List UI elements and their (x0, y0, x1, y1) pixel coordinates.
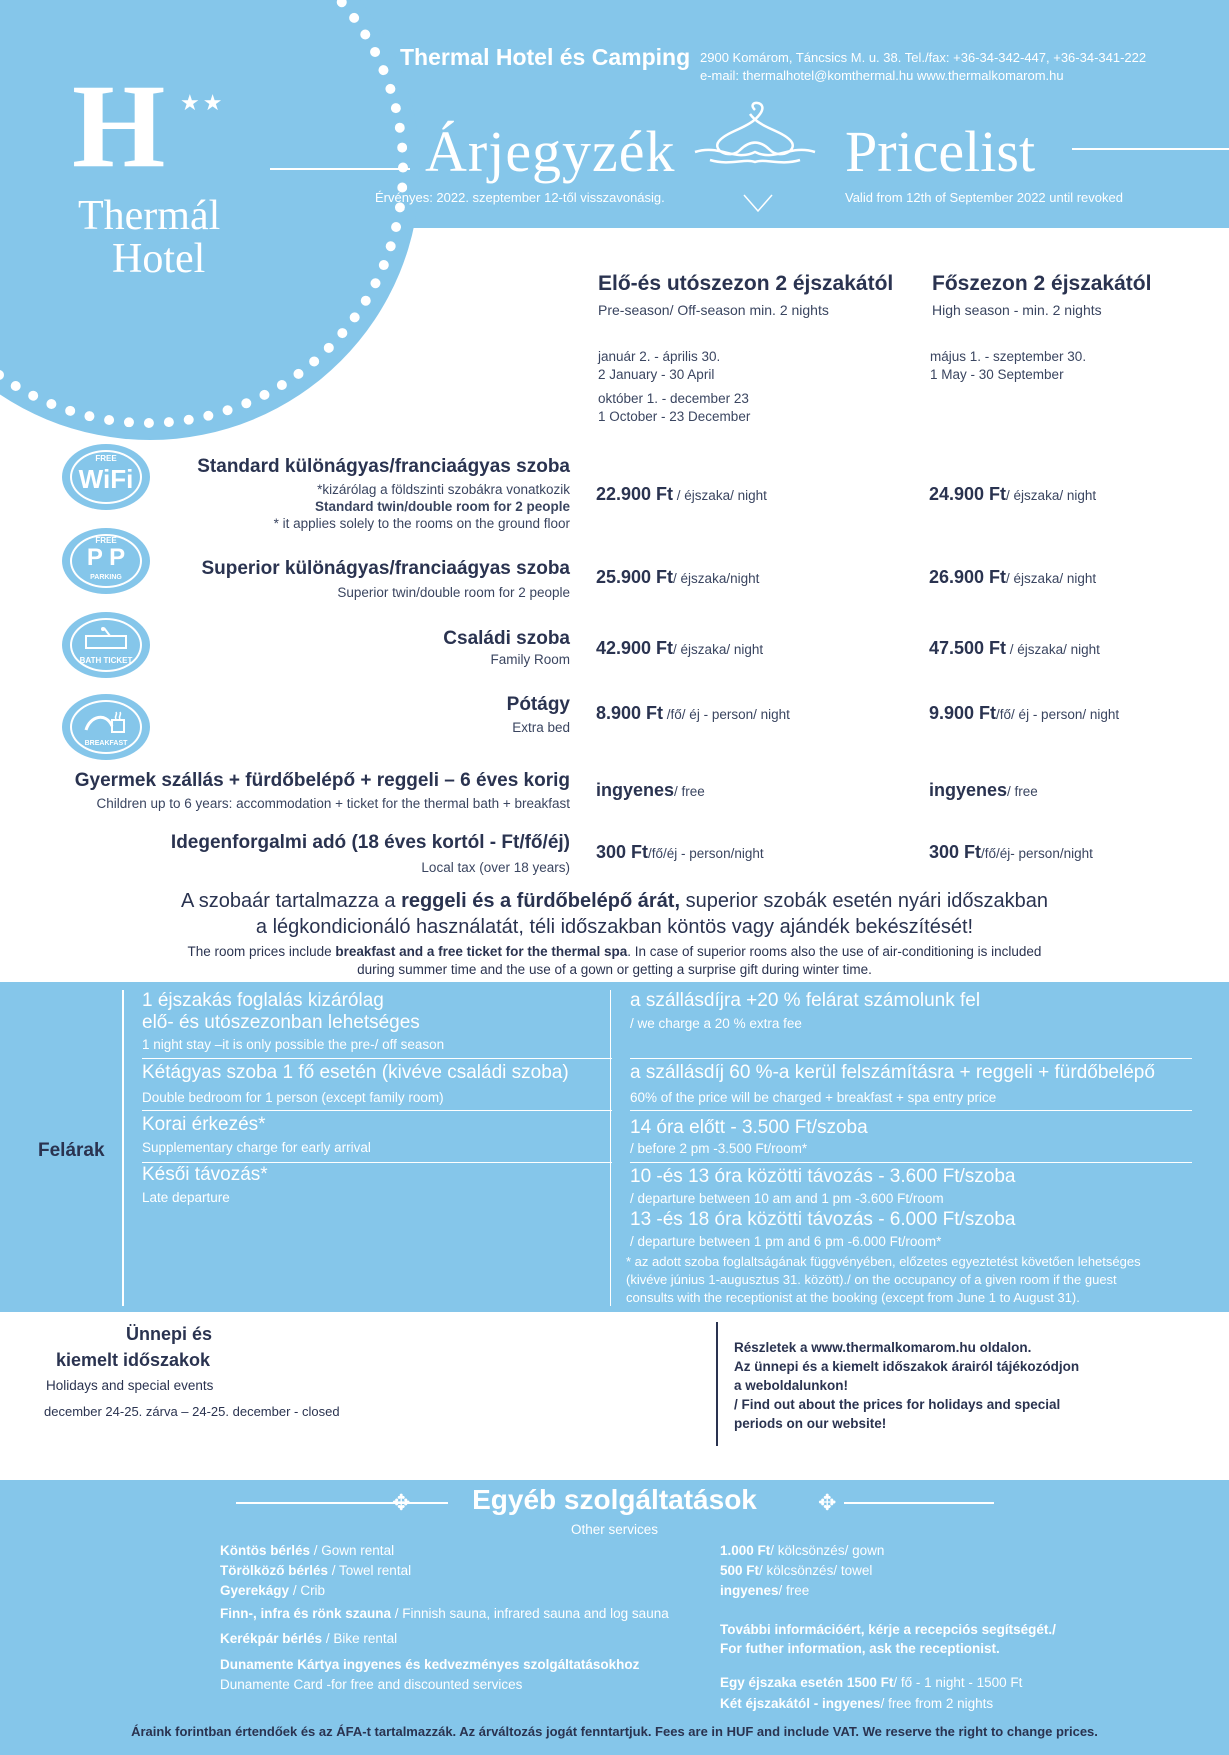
supplements-label: Felárak (38, 1140, 105, 1161)
holidays-title: Ünnepi és (126, 1324, 213, 1344)
title-rule-left (270, 168, 410, 170)
supplements-divider (610, 990, 611, 1306)
room-note: Extra bed (512, 720, 570, 735)
season-low-date: 2 January - 30 April (598, 367, 715, 382)
room-note: Standard twin/double room for 2 people (314, 499, 570, 514)
supp-right: 14 óra előtt - 3.500 Ft/szoba (630, 1117, 868, 1138)
price-low: 42.900 Ft/ éjszaka/ night (596, 638, 764, 658)
supp-right: 60% of the price will be charged + breakfast + spa entry price (630, 1090, 997, 1105)
room-note: Superior twin/double room for 2 people (337, 585, 570, 600)
supp-footnote: (kivéve június 1-augusztus 31. között)./ on the occupancy of a given room if the guest (626, 1272, 1117, 1287)
other-service-info: For futher information, ask the receptionist. (720, 1641, 1000, 1656)
other-service-price: ingyenes/ free (720, 1583, 810, 1598)
price-high: 24.900 Ft/ éjszaka/ night (929, 484, 1097, 504)
room-name: Gyermek szállás + fürdőbelépő + reggeli – 6 éves korig (74, 770, 570, 791)
footer-note: Áraink forintban értendőek és az ÁFA-t tartalmazzák. Az árváltozás jogát fenntartjuk. Fees are in HUF and include VAT. We reserve the right to change prices. (131, 1724, 1098, 1739)
holidays-title: kiemelt időszakok (56, 1350, 211, 1370)
price-high: ingyenes/ free (929, 780, 1038, 800)
holidays-divider (716, 1322, 718, 1446)
chevron-down-icon (742, 192, 774, 214)
price-low: ingyenes/ free (596, 780, 705, 800)
holidays-details: Részletek a www.thermalkomarom.hu oldalon. (734, 1340, 1032, 1355)
logo-stars: ★★ (180, 90, 226, 115)
holidays-details: a weboldalunkon! (734, 1378, 849, 1393)
room-name: Superior különágyas/franciaágyas szoba (201, 558, 570, 579)
supp-rule (142, 1110, 612, 1111)
other-rule-right (844, 1502, 994, 1504)
supp-left: Double bedroom for 1 person (except family room) (142, 1090, 444, 1105)
supp-rule (630, 1110, 1192, 1111)
room-name: Standard különágyas/franciaágyas szoba (197, 456, 570, 477)
supp-right: / departure between 1 pm and 6 pm -6.000 Ft/room* (630, 1234, 942, 1249)
inclusion-en-line1: The room prices include breakfast and a free ticket for the thermal spa. In case of superior rooms also the use of air-conditioning is included (187, 944, 1042, 959)
inclusion-en-line2: during summer time and the use of a gown or getting a surprise gift during winter time. (357, 962, 872, 977)
supp-footnote: * az adott szoba foglaltságának függvényében, előzetes egyeztetést követően lehetséges (626, 1254, 1141, 1269)
supp-footnote: consults with the receptionist at the booking (except from June 1 to August 31). (626, 1290, 1080, 1305)
other-service-price: 1.000 Ft/ kölcsönzés/ gown (720, 1543, 885, 1558)
supp-left: 1 éjszakás foglalás kizárólag (142, 990, 384, 1011)
holidays-closed: december 24-25. zárva – 24-25. december - closed (44, 1404, 340, 1419)
season-low-date: 1 October - 23 December (598, 409, 751, 424)
supp-rule (630, 1162, 1192, 1163)
other-service-item: Finn-, infra és rönk szauna / Finnish sauna, infrared sauna and log sauna (220, 1606, 669, 1621)
price-low: 22.900 Ft / éjszaka/ night (596, 484, 767, 504)
hotel-name: Thermal Hotel és Camping (400, 44, 691, 70)
price-low: 8.900 Ft /fő/ éj - person/ night (596, 703, 790, 723)
supp-left: Kétágyas szoba 1 fő esetén (kivéve családi szoba) (142, 1062, 569, 1083)
ornament-right-icon: ✥ (818, 1490, 837, 1515)
supp-left: elő- és utószezonban lehetséges (142, 1012, 420, 1033)
hotel-address: 2900 Komárom, Táncsics M. u. 38. Tel./fax: +36-34-342-447, +36-34-341-222 (700, 50, 1147, 65)
supp-right: / departure between 10 am and 1 pm -3.600 Ft/room (630, 1191, 944, 1206)
logo-thermal: Thermál (78, 193, 221, 239)
other-service-info: További információért, kérje a recepciós segítségét./ (720, 1622, 1056, 1637)
supp-rule (630, 1058, 1192, 1059)
other-service-item: Dunamente Kártya ingyenes és kedvezményes szolgáltatásokhoz (220, 1657, 640, 1672)
other-service-item: Gyerekágy / Crib (220, 1583, 326, 1598)
room-note: Local tax (over 18 years) (421, 860, 570, 875)
ornament-icon (690, 100, 820, 180)
pool-icon (84, 626, 128, 652)
supplements-divider (122, 990, 124, 1306)
valid-from-hu: Érvényes: 2022. szeptember 12-től visszavonásig. (375, 190, 665, 205)
supp-left: 1 night stay –it is only possible the pre-/ off season (142, 1037, 445, 1052)
room-note: Children up to 6 years: accommodation + ticket for the thermal bath + breakfast (96, 796, 570, 811)
other-services-subtitle: Other services (570, 1522, 659, 1537)
title-rule-right (1072, 148, 1229, 150)
supp-right: / we charge a 20 % extra fee (630, 1016, 802, 1031)
holidays-details: / Find out about the prices for holidays and special (734, 1397, 1061, 1412)
supp-right: / before 2 pm -3.500 Ft/room* (630, 1141, 808, 1156)
season-high-subtitle: High season - min. 2 nights (932, 302, 1102, 318)
room-name: Családi szoba (443, 628, 570, 649)
room-note: Family Room (490, 652, 570, 667)
room-note: *kizárólag a földszinti szobákra vonatkozik (317, 482, 570, 497)
bath-ticket-icon: BATH TICKET (62, 612, 150, 678)
supp-left: Late departure (142, 1190, 230, 1205)
logo-letter: H (72, 59, 166, 192)
supp-rule (142, 1162, 612, 1163)
free-wifi-icon: FREE WiFi (62, 444, 150, 510)
other-service-price: 500 Ft/ kölcsönzés/ towel (720, 1563, 873, 1578)
season-low-date: január 2. - április 30. (598, 349, 721, 364)
title-en: Pricelist (845, 119, 1036, 184)
inclusion-hu-line2: a légkondicionáló használatát, téli időszakban köntös vagy ajándék bekészítését! (255, 916, 974, 938)
season-high-date: május 1. - szeptember 30. (930, 349, 1087, 364)
logo-hotel: Hotel (112, 236, 206, 282)
ornament-left-icon: ✥ (392, 1490, 411, 1515)
room-note: * it applies solely to the rooms on the ground floor (273, 516, 570, 531)
other-service-item: Kerékpár bérlés / Bike rental (220, 1631, 398, 1646)
other-services-title: Egyéb szolgáltatások (472, 1484, 757, 1515)
room-name: Idegenforgalmi adó (18 éves kortól - Ft/fő/éj) (170, 832, 570, 853)
season-high-date: 1 May - 30 September (930, 367, 1064, 382)
supp-right: 13 -és 18 óra közötti távozás - 6.000 Ft/szoba (630, 1209, 1016, 1230)
holidays-details: periods on our website! (734, 1416, 887, 1431)
season-low-subtitle: Pre-season/ Off-season min. 2 nights (598, 302, 829, 318)
season-low-title: Elő-és utószezon 2 éjszakától (598, 272, 894, 295)
title-hu: Árjegyzék (425, 119, 676, 184)
free-parking-icon: FREE P P PARKING (62, 528, 150, 594)
breakfast-icon: BREAKFAST (62, 694, 150, 760)
other-service-item: Törölköző bérlés / Towel rental (220, 1563, 412, 1578)
price-high: 300 Ft/fő/éj- person/night (929, 842, 1093, 862)
room-name: Pótágy (506, 694, 570, 715)
hotel-email-web: e-mail: thermalhotel@komthermal.hu www.thermalkomarom.hu (700, 68, 1064, 83)
inclusion-hu-line1: A szobaár tartalmazza a reggeli és a fürdőbelépő árát, superior szobák esetén nyári időszakban (180, 890, 1049, 912)
price-high: 47.500 Ft / éjszaka/ night (929, 638, 1100, 658)
other-service-price: Egy éjszaka esetén 1500 Ft/ fő - 1 night - 1500 Ft (720, 1675, 1023, 1690)
supp-right: a szállásdíj 60 %-a kerül felszámításra + reggeli + fürdőbelépő (630, 1062, 1155, 1083)
croissant-cup-icon (82, 708, 130, 736)
price-high: 9.900 Ft/fő/ éj - person/ night (929, 703, 1120, 723)
supp-rule (142, 1058, 612, 1059)
supp-left: Korai érkezés* (142, 1114, 266, 1135)
season-high-title: Főszezon 2 éjszakától (932, 272, 1152, 295)
holidays-details: Az ünnepi és a kiemelt időszakok árairól tájékozódjon (734, 1359, 1080, 1374)
supp-right: 10 -és 13 óra közötti távozás - 3.600 Ft/szoba (630, 1166, 1016, 1187)
supp-left: Késői távozás* (142, 1164, 268, 1185)
holidays-subtitle: Holidays and special events (46, 1378, 214, 1393)
valid-from-en: Valid from 12th of September 2022 until revoked (845, 190, 1123, 205)
supp-right: a szállásdíjra +20 % felárat számolunk fel (630, 990, 981, 1011)
price-low: 25.900 Ft/ éjszaka/night (596, 567, 760, 587)
other-service-item: Dunamente Card -for free and discounted services (220, 1677, 523, 1692)
supp-left: Supplementary charge for early arrival (142, 1140, 371, 1155)
other-service-price: Két éjszakától - ingyenes/ free from 2 nights (720, 1696, 994, 1711)
season-low-date: október 1. - december 23 (598, 391, 749, 406)
price-low: 300 Ft/fő/éj - person/night (596, 842, 764, 862)
other-service-item: Köntös bérlés / Gown rental (220, 1543, 395, 1558)
price-high: 26.900 Ft/ éjszaka/ night (929, 567, 1097, 587)
